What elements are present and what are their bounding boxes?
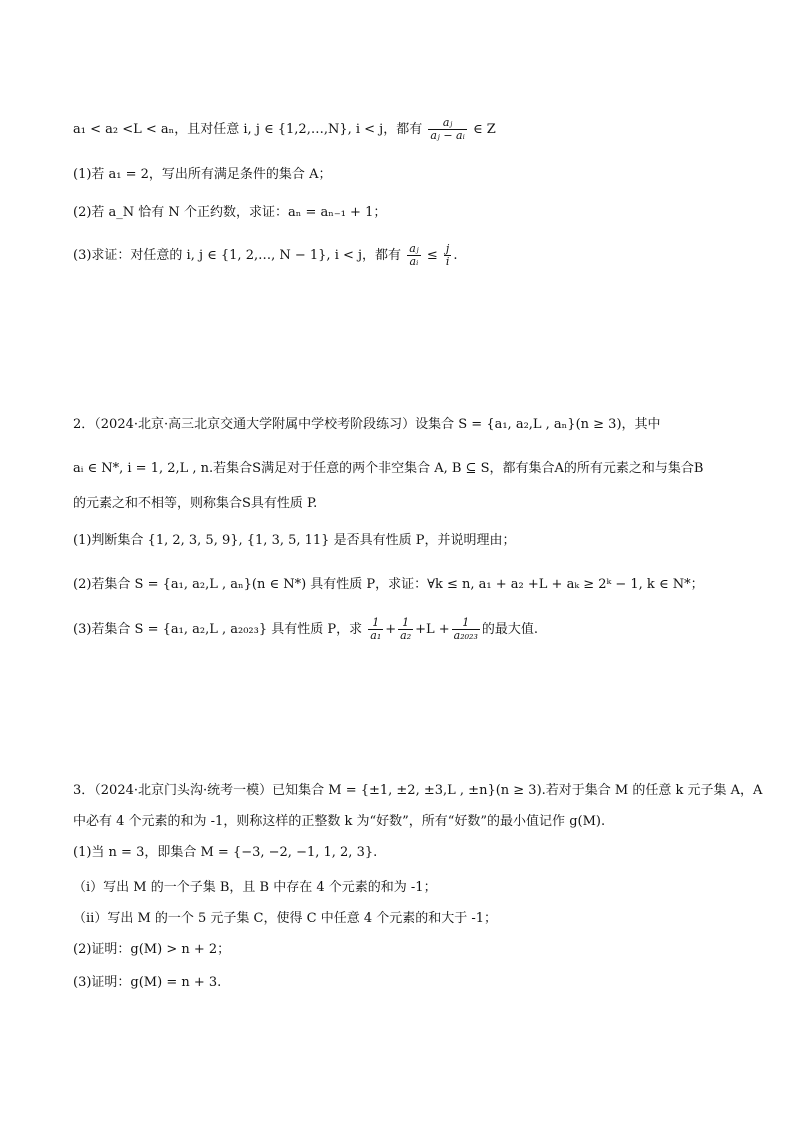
p3-question-1-i: （i）写出 M 的一个子集 B，且 B 中存在 4 个元素的和为 -1； (73, 880, 437, 895)
p1-intro-end: ∈ Z (472, 122, 496, 137)
p1-q3-text: (3)求证：对任意的 i, j ∈ {1, 2,…, N − 1}, i < j，都有 (73, 248, 402, 263)
p2-q3-fraction-2 (398, 617, 413, 642)
p1-question-3 (73, 243, 734, 268)
fraction-numerator: 1 (368, 617, 383, 630)
p3-question-1-ii: （ii）写出 M 的一个 5 元子集 C，使得 C 中任意 4 个元素的和大于 -1； (73, 911, 498, 926)
fraction-numerator: 1 (452, 617, 480, 630)
fraction-denominator: aⱼ − aᵢ (430, 129, 465, 142)
p2-line-3: 的元素之和不相等，则称集合S具有性质 P. (73, 496, 318, 511)
p3-question-1: (1)当 n = 3，即集合 M = {−3, −2, −1, 1, 2, 3}. (73, 845, 378, 860)
fraction-numerator: 1 (398, 617, 413, 630)
p3-heading: 3．（2024·北京门头沟·统考一模）已知集合 M = {±1, ±2, ±3,L , ±n}(n ≥ 3).若对于集合 M 的任意 k 元子集 A，A (73, 783, 763, 798)
p1-intro-fraction (428, 117, 466, 142)
fraction-numerator: aⱼ (409, 242, 419, 255)
p1-q3-le: ≤ (426, 248, 438, 263)
p2-q3-end: 的最大值. (481, 622, 539, 637)
p2-q3-fraction-1 (368, 617, 383, 642)
p1-intro (73, 117, 734, 142)
p3-question-3: (3)证明：g(M) = n + 3. (73, 975, 222, 990)
p3-line-2: 中必有 4 个元素的和为 -1，则称这样的正整数 k 为“好数”，所有“好数”的最小值记作 g(M). (73, 814, 606, 829)
p1-question-2: (2)若 a_N 恰有 N 个正约数，求证：aₙ = aₙ₋₁ + 1； (73, 205, 387, 220)
p1-q3-fraction-2 (444, 243, 452, 268)
p2-q3-plus-1: + (385, 622, 397, 637)
p2-question-1: (1)判断集合 {1, 2, 3, 5, 9}, {1, 3, 5, 11} 是否具有性质 P，并说明理由； (73, 533, 516, 548)
fraction-denominator: aᵢ (409, 255, 419, 268)
p1-q3-fraction-1 (407, 243, 420, 268)
p2-question-3 (73, 617, 734, 642)
fraction-denominator: i (445, 255, 450, 268)
p2-question-2: (2)若集合 S = {a₁, a₂,L , aₙ}(n ∈ N*) 具有性质 P，求证：∀k ≤ n, a₁ + a₂ +L + aₖ ≥ 2ᵏ − 1, k ∈ N*； (73, 577, 704, 592)
p1-intro-text: a₁ < a₂ <L < aₙ，且对任意 i, j ∈ {1,2,…,N}, i < j，都有 (73, 122, 423, 137)
p2-heading: 2．（2024·北京·高三北京交通大学附属中学校考阶段练习）设集合 S = {a₁, a₂,L , aₙ}(n ≥ 3)，其中 (73, 417, 661, 432)
fraction-denominator: a₂ (400, 629, 412, 642)
fraction-numerator: aⱼ (428, 117, 466, 130)
p2-line-2: aᵢ ∈ N*, i = 1, 2,L , n.若集合S满足对于任意的两个非空集合 A, B ⊆ S，都有集合A的所有元素之和与集合B (73, 461, 704, 476)
fraction-denominator: a₁ (370, 629, 382, 642)
p1-question-1: (1)若 a₁ = 2，写出所有满足条件的集合 A； (73, 167, 332, 182)
fraction-numerator: j (444, 243, 452, 256)
p1-q3-end: . (453, 248, 458, 263)
p2-q3-plus-2: +L + (415, 622, 450, 637)
p3-question-2: (2)证明：g(M) > n + 2； (73, 942, 231, 957)
p2-q3-text: (3)若集合 S = {a₁, a₂,L , a₂₀₂₃} 具有性质 P，求 (73, 622, 363, 637)
p2-q3-fraction-3 (452, 617, 480, 642)
fraction-denominator: a₂₀₂₃ (453, 629, 478, 642)
